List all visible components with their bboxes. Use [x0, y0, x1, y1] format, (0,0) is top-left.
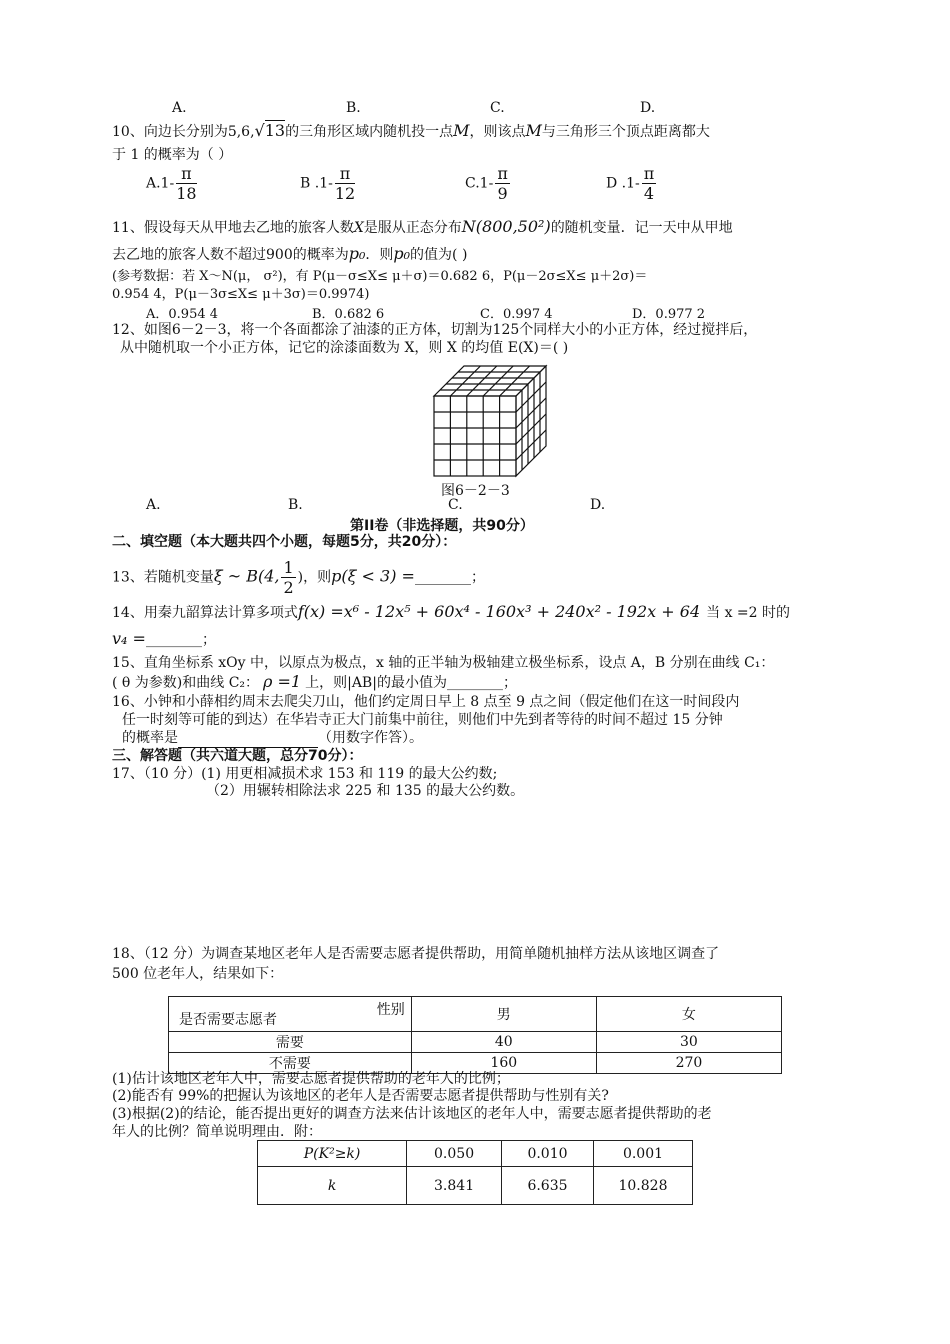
q11-line2: 去乙地的旅客人数不超过900的概率为p₀．则p₀的值为( ) — [112, 244, 468, 263]
table-row: 不需要 160 270 — [169, 1053, 782, 1074]
q11-option-c: C．0.997 4 — [480, 307, 553, 322]
q11-line1: 11、假设每天从甲地去乙地的旅客人数X是服从正态分布N(800,50²)的随机变量．记一天中从甲地 — [112, 217, 733, 236]
q9-option-d: D. — [640, 100, 656, 116]
q18-sub3b: 年人的比例？简单说明理由．附： — [112, 1124, 322, 1140]
survey-table — [168, 996, 782, 1074]
part2-title: 第II卷（非选择题，共90分） — [350, 518, 534, 534]
q18-sub3a: (3)根据(2)的结论，能否提出更好的调查方法来估计该地区的老年人中，需要志愿者提供帮助的老 — [112, 1106, 712, 1122]
q18-sub1: (1)估计该地区老年人中，需要志愿者提供帮助的老年人的比例； — [112, 1071, 510, 1087]
q14-line1: 14、用秦九韶算法计算多项式f(x) =x⁶ - 12x⁵ + 60x⁴ - 160x³ + 240x² - 192x + 64 当 x =2 时的 — [112, 602, 791, 621]
q12-option-d: D. — [590, 497, 606, 513]
q9-option-a: A. — [172, 100, 187, 116]
q18-sub2: (2)能否有 99%的把握认为该地区的老年人是否需要志愿者提供帮助与性别有关? — [112, 1088, 609, 1104]
q10-option-d: D .1- $\frac{\pi}{4}$ — [606, 164, 655, 203]
q10-line1: 10、向边长分别为5,6,√13的三角形区域内随机投一点M，则该点M与三角形三个顶点距离都大 — [112, 121, 710, 140]
q17-line1: 17、（10 分）(1) 用更相减损术求 153 和 119 的最大公约数; — [112, 766, 498, 782]
q12-option-b: B. — [288, 497, 303, 513]
table-corner-cell: 性别 是否需要志愿者 — [169, 997, 412, 1032]
q14-line2: v₄ =________； — [112, 629, 216, 648]
q11-ref1: (参考数据：若 X～N(μ， σ²)，有 P(μ－σ≤X≤ μ＋σ)＝0.682 6，P(μ－2σ≤X≤ μ＋2σ)＝ — [112, 269, 648, 284]
section2-heading: 二、填空题（本大题共四个小题，每题5分，共20分）： — [112, 534, 457, 550]
col-header-male: 男 — [411, 997, 596, 1032]
section3-heading: 三、解答题（共六道大题，总分70分）： — [112, 748, 363, 764]
q12-line1: 12、如图6－2－3，将一个各面都涂了油漆的正方体，切割为125个同样大小的小正方体，经过搅拌后， — [112, 322, 758, 338]
sqrt-symbol: √ — [254, 121, 265, 140]
q18-line2: 500 位老年人，结果如下： — [112, 966, 284, 982]
q15-line2: ( θ 为参数)和曲线 C₂： ρ =1 上，则|AB|的最小值为________； — [112, 672, 517, 691]
q10-option-a: A.1- $\frac{\pi}{18}$ — [146, 164, 197, 203]
q16-line3: 的概率是 （用数字作答）。 — [122, 730, 423, 746]
cube-figure — [428, 360, 558, 480]
figure-caption: 图6－2－3 — [441, 483, 510, 499]
q16-answer-blank[interactable] — [178, 729, 318, 748]
q12-line2: 从中随机取一个小正方体，记它的涂漆面数为 X，则 X 的均值 E(X)＝( ) — [120, 340, 569, 356]
col-header-female: 女 — [596, 997, 781, 1032]
q16-line1: 16、小钟和小薛相约周末去爬尖刀山，他们约定周日早上 8 点至 9 点之间（假定他们在这一时间段内 — [112, 694, 740, 710]
table-row: P(K²≥k) 0.050 0.010 0.001 — [258, 1141, 693, 1167]
table-row: 需要 40 30 — [169, 1032, 782, 1053]
q10-line2: 于 1 的概率为（ ） — [112, 147, 233, 163]
q15-line1: 15、直角坐标系 xOy 中，以原点为极点，x 轴的正半轴为极轴建立极坐标系，设点 A，B 分别在曲线 C₁： — [112, 655, 775, 671]
q13: 13、若随机变量ξ ~ B(4, $\frac{1}{2}$ )，则p(ξ < 3) =________； — [112, 558, 485, 597]
critical-value-table — [257, 1140, 693, 1205]
q18-line1: 18、（12 分）为调查某地区老年人是否需要志愿者提供帮助，用简单随机抽样方法从该地区调查了 — [112, 946, 720, 962]
sqrt-value: 13 — [264, 121, 286, 140]
q12-option-c: C. — [448, 497, 463, 513]
q12-option-a: A. — [146, 497, 161, 513]
q11-option-b: B．0.682 6 — [312, 307, 385, 322]
q9-option-b: B. — [346, 100, 361, 116]
q11-option-a: A．0.954 4 — [146, 307, 219, 322]
q16-line2: 任一时刻等可能的到达）在华岩寺正大门前集中前往，则他们中先到者等待的时间不超过 15 分钟 — [122, 712, 723, 728]
q9-option-c: C. — [490, 100, 505, 116]
q11-ref2: 0.954 4，P(μ－3σ≤X≤ μ＋3σ)＝0.9974) — [112, 287, 370, 302]
q17-line2: （2）用辗转相除法求 225 和 135 的最大公约数。 — [206, 783, 525, 799]
q11-option-d: D．0.977 2 — [632, 307, 706, 322]
q10-option-c: C.1- $\frac{\pi}{9}$ — [465, 164, 508, 203]
table-row: k 3.841 6.635 10.828 — [258, 1167, 693, 1205]
q10-option-b: B .1- $\frac{\pi}{12}$ — [300, 164, 356, 203]
